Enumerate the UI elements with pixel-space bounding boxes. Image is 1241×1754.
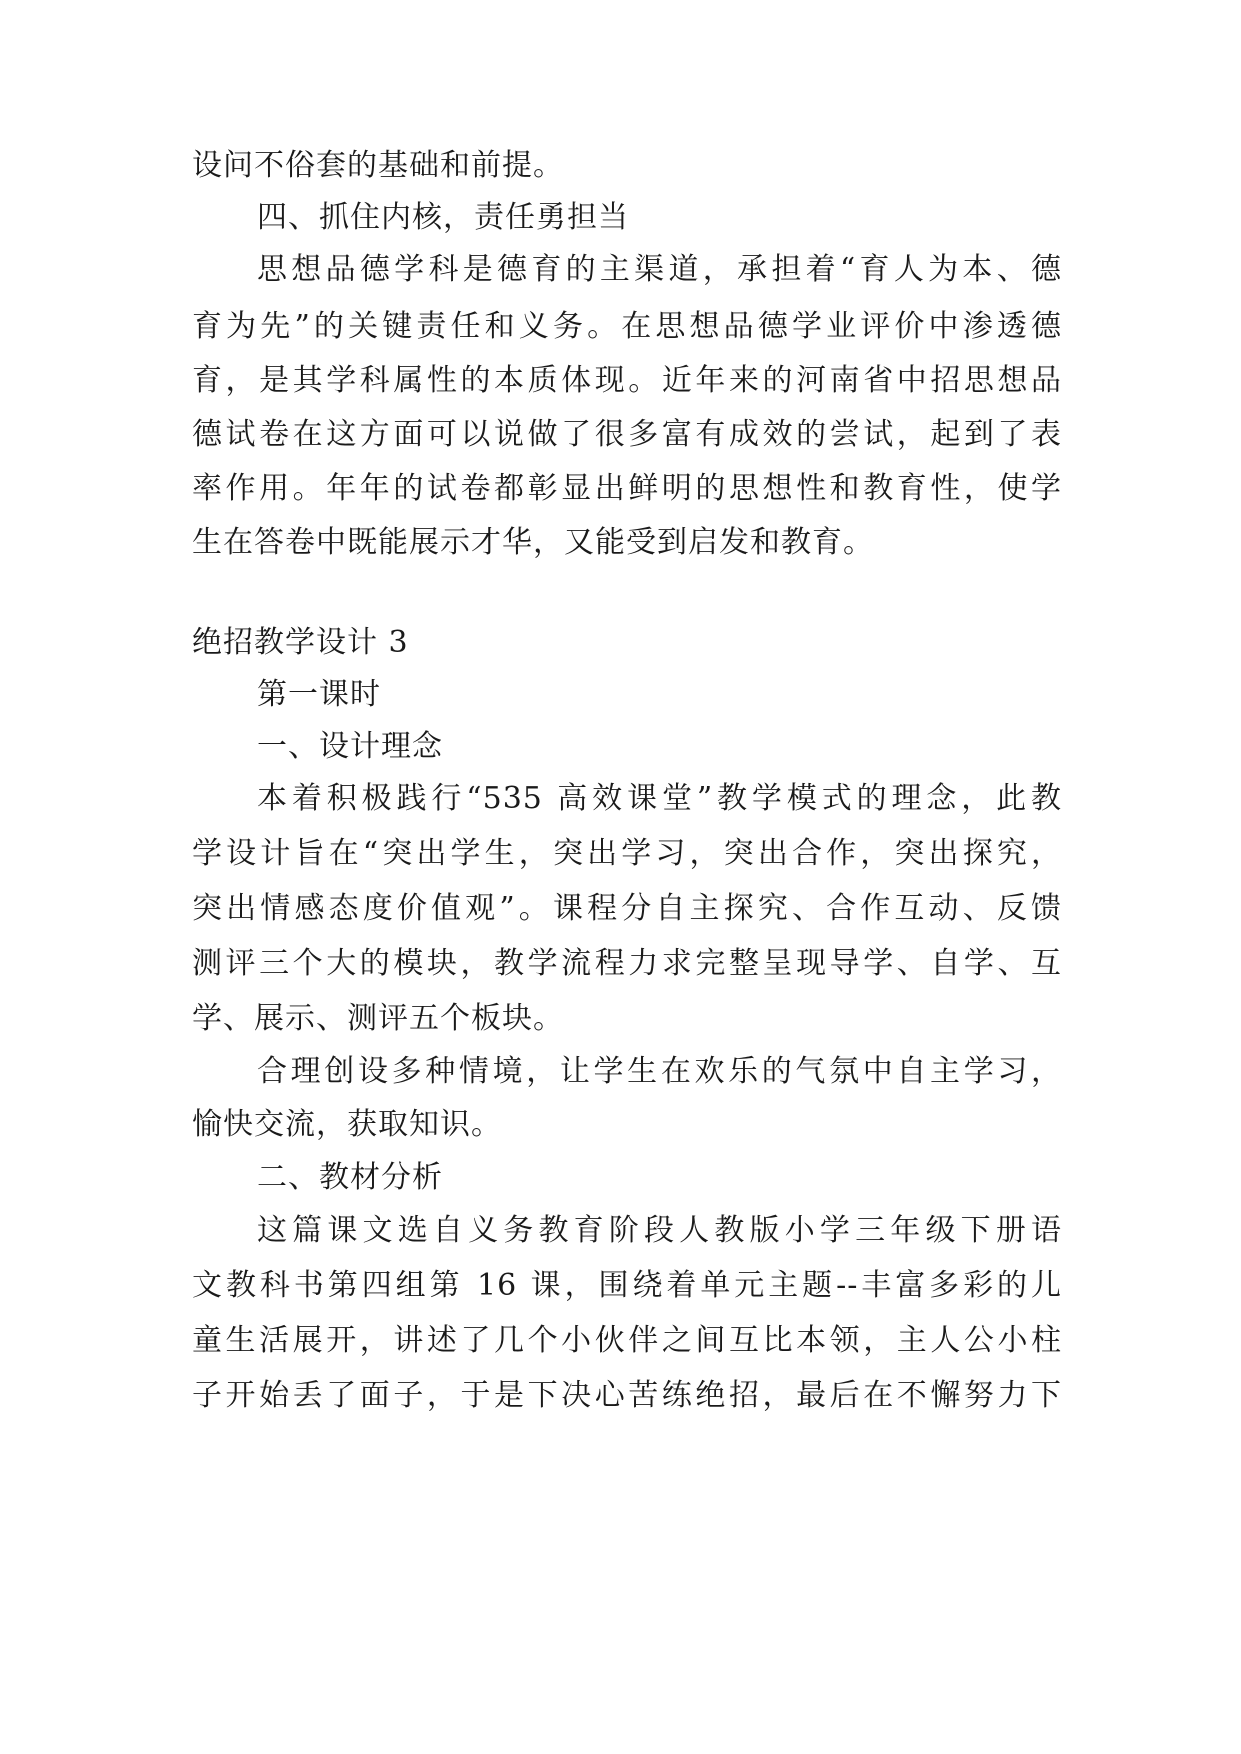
paragraph-line: 子开始丢了面子，于是下决心苦练绝招，最后在不懈努力下 (192, 1378, 1062, 1413)
section-heading: 四、抓住内核，责任勇担当 (257, 200, 629, 235)
paragraph-line: 本着积极践行“535 高效课堂”教学模式的理念，此教 (257, 781, 1062, 816)
paragraph-line: 思想品德学科是德育的主渠道，承担着“育人为本、德 (257, 252, 1062, 287)
paragraph-line: 愉快交流，获取知识。 (192, 1107, 502, 1142)
paragraph-line: 学、展示、测评五个板块。 (192, 1001, 564, 1036)
paragraph-line: 设问不俗套的基础和前提。 (192, 148, 564, 183)
paragraph-line: 育，是其学科属性的本质体现。近年来的河南省中招思想品 (192, 363, 1062, 398)
paragraph-line: 童生活展开，讲述了几个小伙伴之间互比本领，主人公小柱 (192, 1323, 1062, 1358)
paragraph-line: 这篇课文选自义务教育阶段人教版小学三年级下册语 (257, 1213, 1062, 1248)
paragraph-line: 生在答卷中既能展示才华，又能受到启发和教育。 (192, 525, 874, 560)
paragraph-line: 德试卷在这方面可以说做了很多富有成效的尝试，起到了表 (192, 417, 1062, 452)
paragraph-line: 学设计旨在“突出学生，突出学习，突出合作，突出探究， (192, 836, 1062, 871)
paragraph-line: 突出情感态度价值观”。课程分自主探究、合作互动、反馈 (192, 891, 1062, 926)
lesson-heading: 第一课时 (257, 677, 381, 712)
document-title: 绝招教学设计 3 (192, 625, 409, 660)
paragraph-line: 率作用。年年的试卷都彰显出鲜明的思想性和教育性，使学 (192, 471, 1062, 506)
section-heading: 二、教材分析 (257, 1160, 443, 1195)
paragraph-line: 文教科书第四组第 16 课，围绕着单元主题--丰富多彩的儿 (192, 1268, 1062, 1303)
paragraph-line: 合理创设多种情境，让学生在欢乐的气氛中自主学习， (257, 1054, 1062, 1089)
paragraph-line: 育为先”的关键责任和义务。在思想品德学业评价中渗透德 (192, 309, 1062, 344)
paragraph-line: 测评三个大的模块，教学流程力求完整呈现导学、自学、互 (192, 946, 1062, 981)
section-heading: 一、设计理念 (257, 729, 443, 764)
